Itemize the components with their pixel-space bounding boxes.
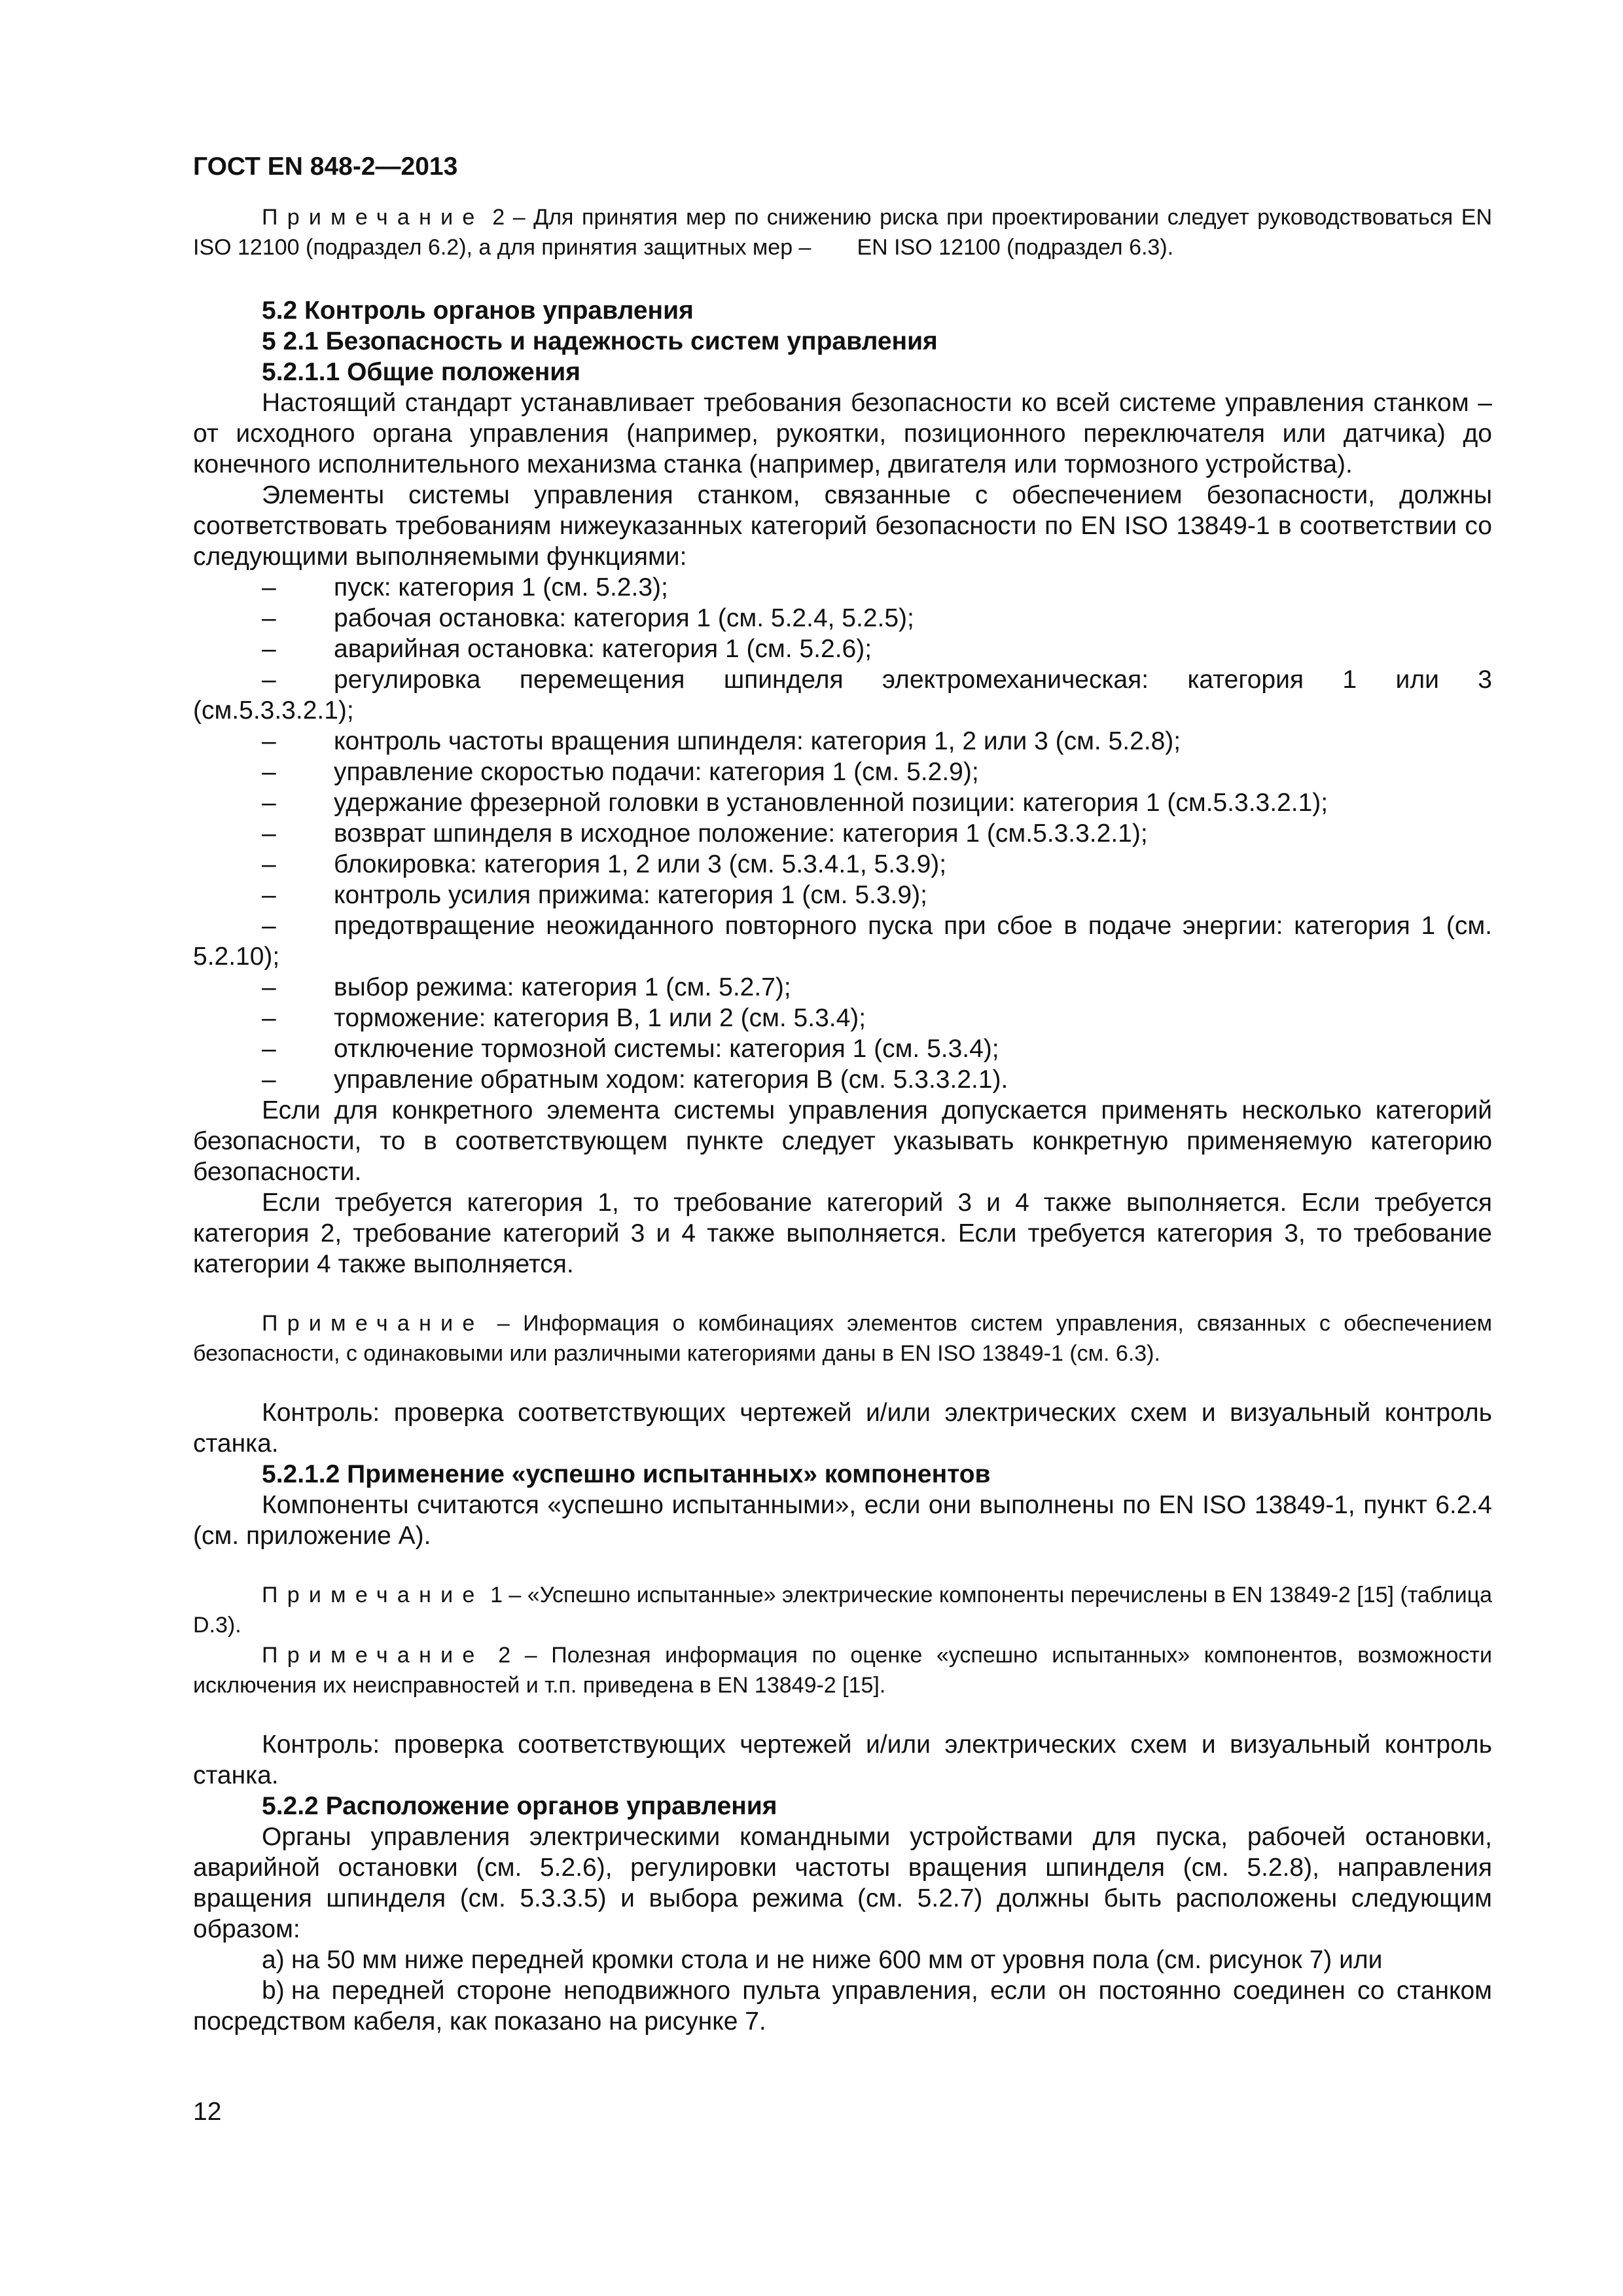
enum-text: на 50 мм ниже передней кромки стола и не ниже 600 мм от уровня пола (см. рисунок 7) или: [291, 1945, 1383, 1974]
paragraph: Если требуется категория 1, то требование категорий 3 и 4 также выполняется. Если требуется категория 2, требование категорий 3 и 4 также выполняется. Если требуется категория 3, то требование категории 4 также выполняется.: [193, 1188, 1492, 1278]
enum-text: на передней стороне неподвижного пульта управления, если он постоянно соединен со станком посредством кабеля, как показано на рисунке 7.: [193, 1976, 1492, 2036]
list-dash: –: [262, 1065, 276, 1094]
note-text: – Информация о комбинациях элементов систем управления, связанных с обеспечением безопасности, с одинаковыми или различными категориями даны в EN ISO 13849-1 (см. 6.3).: [193, 1310, 1492, 1366]
list-dash: –: [262, 880, 276, 909]
list-dash: –: [262, 726, 276, 755]
note-text: 2 – Для принятия мер по снижению риска при проектировании следует руководствоваться EN ISO 12100 (подраздел 6.2), а для принятия защитных мер –: [193, 204, 1492, 260]
list-item: [193, 572, 1492, 603]
section-title-5-2-1-2: 5.2.1.2 Применение «успешно испытанных» компонентов: [262, 1460, 991, 1488]
list-item: [193, 972, 1492, 1003]
list-dash: –: [262, 757, 276, 786]
note-text: 2 – Полезная информация по оценке «успешно испытанных» компонентов, возможности исключения их неисправностей и т.п. приведена в EN 13849-2 [15].: [193, 1642, 1492, 1698]
page-number: 12: [193, 2098, 222, 2126]
control-paragraph: Контроль: проверка соответствующих чертежей и/или электрических схем и визуальный контроль станка.: [193, 1730, 1492, 1789]
list-item: [193, 787, 1492, 818]
paragraph: Если для конкретного элемента системы управления допускается применять несколько категорий безопасности, то в соответствующем пункте следует указывать конкретную применяемую категорию безопасности.: [193, 1096, 1492, 1186]
enum-marker: а): [262, 1945, 285, 1974]
section-title-5-2-1-1: 5.2.1.1 Общие положения: [262, 357, 581, 386]
section-title-5-2-1: 5 2.1 Безопасность и надежность систем управления: [262, 327, 938, 355]
list-item: [193, 664, 1492, 695]
list-item-text: контроль частоты вращения шпинделя: категория 1, 2 или 3 (см. 5.2.8);: [334, 726, 1181, 755]
paragraph: Настоящий стандарт устанавливает требования безопасности ко всей системе управления станком – от исходного органа управления (например, рукоятки, позиционного переключателя или датчика) до конечного исполнительного механизма станка (например, двигателя или тормозного устройства).: [193, 388, 1492, 478]
list-item-text: аварийная остановка: категория 1 (см. 5.2.6);: [334, 634, 872, 663]
list-item: [193, 818, 1492, 849]
list-item-text: возврат шпинделя в исходное положение: категория 1 (см.5.3.3.2.1);: [334, 819, 1148, 848]
list-item-text: предотвращение неожиданного повторного пуска при сбое в подаче энергии: категория 1 (см. 5.2.10);: [193, 911, 1492, 971]
list-dash: –: [262, 1003, 276, 1032]
note-text: 1 – «Успешно испытанные» электрические компоненты перечислены в EN 13849-2 [15] (таблица D.3).: [193, 1582, 1492, 1638]
note-label: Примечание: [262, 204, 484, 230]
list-item: [193, 910, 1492, 972]
list-item-text: блокировка: категория 1, 2 или 3 (см. 5.3.4.1, 5.3.9);: [334, 850, 947, 878]
list-item-text: удержание фрезерной головки в установленной позиции: категория 1 (см.5.3.3.2.1);: [334, 788, 1329, 817]
list-item: [193, 1003, 1492, 1033]
note-label: Примечание: [262, 1582, 484, 1607]
list-dash: –: [262, 1034, 276, 1063]
list-item: [193, 757, 1492, 787]
paragraph: Компоненты считаются «успешно испытанными», если они выполнены по EN ISO 13849-1, пункт 6.2.4 (см. приложение А).: [193, 1490, 1492, 1550]
control-paragraph: Контроль: проверка соответствующих чертежей и/или электрических схем и визуальный контроль станка.: [193, 1398, 1492, 1458]
document-header: ГОСТ EN 848-2—2013: [193, 152, 458, 181]
paragraph: Элементы системы управления станком, связанные с обеспечением безопасности, должны соответствовать требованиям нижеуказанных категорий безопасности по EN ISO 13849-1 в соответствии со следующими выполняемыми функциями:: [193, 480, 1492, 571]
list-dash: –: [262, 973, 276, 1001]
list-dash: –: [262, 850, 276, 878]
note: [193, 1640, 1492, 1700]
enum-item-a: [193, 1945, 1492, 1975]
list-dash: –: [262, 665, 276, 694]
list-dash: –: [262, 603, 276, 632]
list-item: [193, 603, 1492, 634]
list-item-text: рабочая остановка: категория 1 (см. 5.2.4, 5.2.5);: [334, 603, 914, 632]
list-item-text: управление скоростью подачи: категория 1 (см. 5.2.9);: [334, 757, 979, 786]
list-item: [193, 849, 1492, 880]
list-item: [193, 726, 1492, 757]
list-item-text: регулировка перемещения шпинделя электромеханическая: категория 1 или 3: [334, 665, 1492, 694]
list-dash: –: [262, 788, 276, 817]
enum-item-b: [193, 1975, 1492, 2037]
enum-marker: b): [262, 1976, 285, 2005]
list-item-text: отключение тормозной системы: категория 1 (см. 5.3.4);: [334, 1034, 999, 1063]
note-top: [193, 202, 1492, 262]
note-text-end: EN ISO 12100 (подраздел 6.3).: [857, 234, 1174, 260]
list-dash: –: [262, 634, 276, 663]
list-item-text: торможение: категория В, 1 или 2 (см. 5.3.4);: [334, 1003, 866, 1032]
list-item: [193, 1064, 1492, 1095]
section-title-5-2-2: 5.2.2 Расположение органов управления: [262, 1791, 777, 1820]
note: [193, 1308, 1492, 1369]
note-label: Примечание: [262, 1310, 484, 1336]
note: [193, 1580, 1492, 1640]
section-title-5-2: 5.2 Контроль органов управления: [262, 296, 694, 325]
list-item-text: пуск: категория 1 (см. 5.2.3);: [334, 573, 668, 601]
list-dash: –: [262, 911, 276, 940]
list-dash: –: [262, 573, 276, 601]
list-item-text: управление обратным ходом: категория В (см. 5.3.3.2.1).: [334, 1065, 1008, 1094]
list-item: [193, 634, 1492, 664]
list-dash: –: [262, 819, 276, 848]
list-item-continuation: (см.5.3.3.2.1);: [193, 696, 354, 725]
paragraph: Органы управления электрическими командными устройствами для пуска, рабочей остановки, аварийной остановки (см. 5.2.6), регулировки частоты вращения шпинделя (см. 5.2.8), направления вращения шпинделя (см. 5.3.3.5) и выбора режима (см. 5.2.7) должны быть расположены следующим образом:: [193, 1822, 1492, 1943]
note-label: Примечание: [262, 1642, 484, 1668]
list-item-text: выбор режима: категория 1 (см. 5.2.7);: [334, 973, 791, 1001]
list-item-text: контроль усилия прижима: категория 1 (см. 5.3.9);: [334, 880, 927, 909]
list-item: [193, 880, 1492, 910]
list-item: [193, 1033, 1492, 1064]
